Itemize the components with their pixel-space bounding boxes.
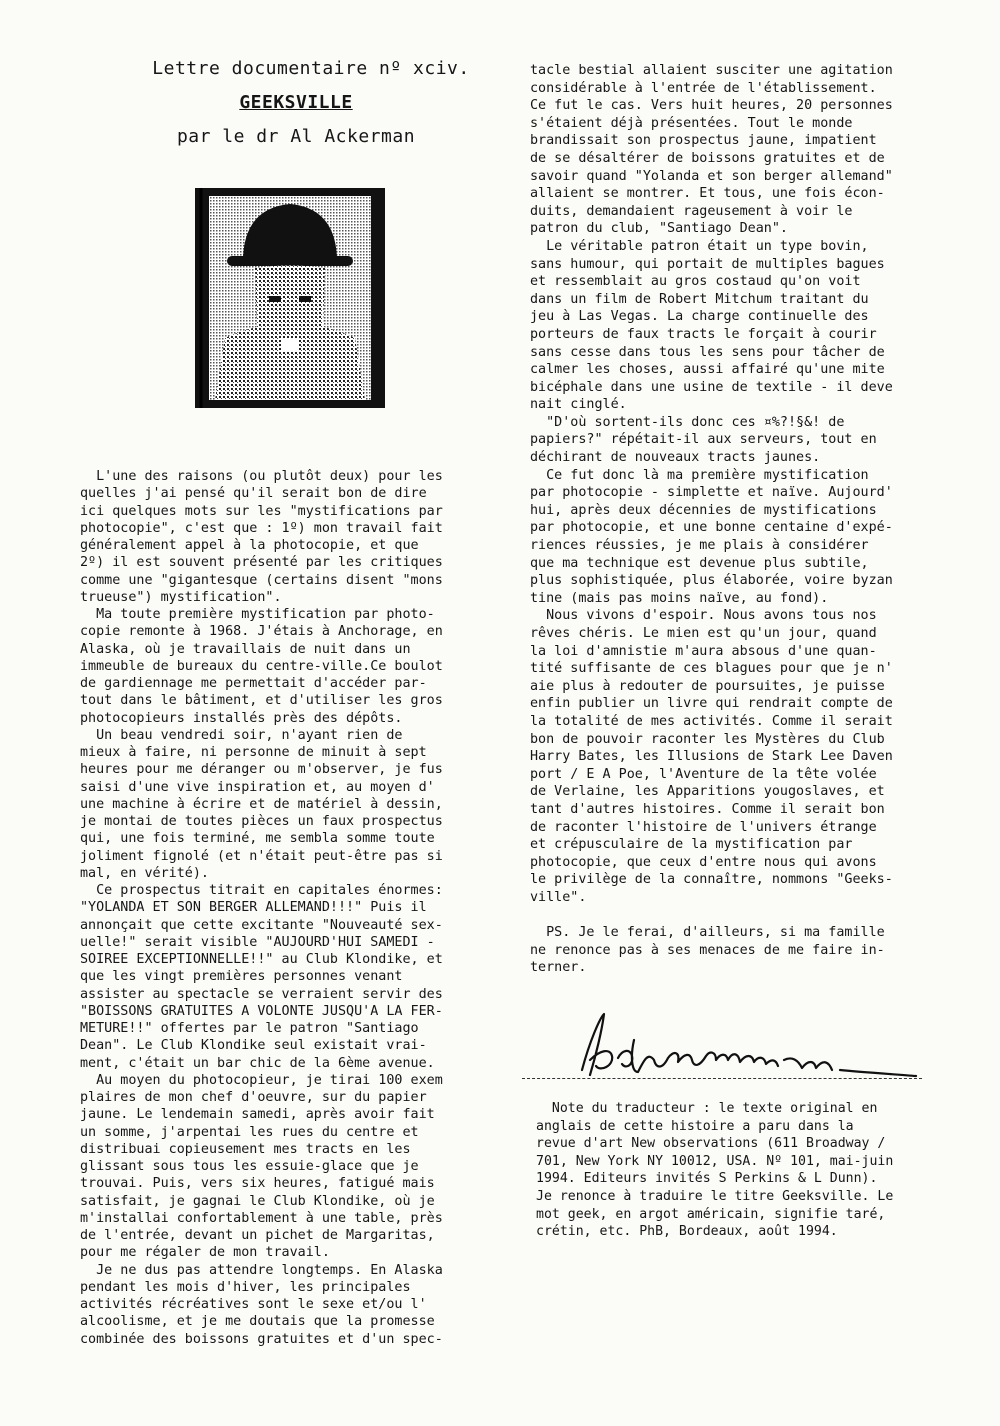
text-line: Alaska, où je travaillais de nuit dans un xyxy=(80,641,411,657)
text-line: photocopieurs installés près des dépôts. xyxy=(80,710,403,726)
text-line: un somme, j'arpentai les rues du centre et xyxy=(80,1124,419,1140)
text-line: savoir quand "Yolanda et son berger allemand" xyxy=(530,168,893,184)
note-line: crétin, etc. PhB, Bordeaux, août 1994. xyxy=(536,1224,838,1240)
text-line: tant d'autres histoires. Comme il serait bon xyxy=(530,801,885,817)
text-line: mieux à faire, ni personne de minuit à sept xyxy=(80,745,427,760)
text-line: par photocopie, et une bonne centaine d'expé- xyxy=(530,520,893,536)
text-line: ici quelques mots sur les "mystifications par xyxy=(80,503,443,519)
text-line: quelles j'ai pensé qu'il serait bon de dire xyxy=(80,486,427,502)
text-line: que ma technique est devenue plus subtile, xyxy=(530,555,869,571)
text-line: généralement appel à la photocopie, et que xyxy=(80,538,419,553)
note-line: 1994. Editeurs invités S Perkins & L Dunn). xyxy=(536,1171,878,1187)
text-line: joliment fignolé (et n'était peut-être pas si xyxy=(80,848,443,864)
text-line: que les vingt premières personnes venant xyxy=(80,969,403,985)
text-line: Ce fut donc là ma première mystification xyxy=(530,467,869,483)
text-line: L'une des raisons (ou plutôt deux) pour les xyxy=(80,469,443,484)
section-divider xyxy=(522,1078,922,1079)
text-line: porteurs de faux tracts le forçait à courir xyxy=(530,326,877,342)
text-line: de Verlaine, les Apparitions yougoslaves, et xyxy=(530,784,885,800)
text-line: plaires de mon chef d'oeuvre, sur du papier xyxy=(80,1090,427,1105)
text-line: METURE!!" offertes par le patron "Santiago xyxy=(80,1021,419,1036)
text-line: combinée des boissons gratuites et d'un spec- xyxy=(80,1331,443,1347)
text-line: photocopie", c'est que : 1º) mon travail fait xyxy=(80,520,443,536)
text-line: immeuble de bureaux du centre-ville.Ce boulot xyxy=(80,658,443,674)
text-line: tine (mais pas moins naïve, au fond). xyxy=(530,590,829,606)
note-line: mot geek, en argot américain, signifie taré, xyxy=(536,1206,886,1222)
text-line: PS. Je le ferai, d'ailleurs, si ma famille xyxy=(530,925,885,941)
text-line xyxy=(530,907,935,925)
text-line: Ce prospectus titrait en capitales énormes: xyxy=(80,883,443,898)
text-line: pour me régaler de mon travail. xyxy=(80,1245,330,1261)
note-line: revue d'art New observations (611 Broadway / xyxy=(536,1136,886,1152)
text-line: assister au spectacle se verraient servir des xyxy=(80,986,443,1002)
text-line: hui, après deux décennies de mystifications xyxy=(530,502,877,518)
text-line: plus sophistiquée, plus élaborée, voire byzan xyxy=(530,573,893,589)
text-line: une machine à écrire et de matériel à dessin, xyxy=(80,796,443,812)
text-line: "D'où sortent-ils donc ces ¤%?!§&! de xyxy=(530,414,845,430)
text-line: ment, c'était un bar chic de la 6ème avenue. xyxy=(80,1055,435,1071)
text-line: trueuse") mystification". xyxy=(80,589,282,605)
text-line: jeu à Las Vegas. La charge continuelle des xyxy=(530,309,869,325)
article-byline: par le dr Al Ackerman xyxy=(176,126,416,147)
text-line: nait cinglé. xyxy=(530,397,627,413)
text-line: papiers?" répétait-il aux serveurs, tout en xyxy=(530,432,877,448)
left-column xyxy=(80,56,512,1348)
text-line: Nous vivons d'espoir. Nous avons tous nos xyxy=(530,608,877,624)
text-line: Dean". Le Club Klondike seul existait vrai- xyxy=(80,1038,427,1054)
text-line: "YOLANDA ET SON BERGER ALLEMAND!!!" Puis il xyxy=(80,900,427,916)
text-line: ville". xyxy=(530,889,587,905)
text-line: la totalité de mes activités. Comme il serait xyxy=(530,713,893,729)
text-line: duits, demandaient rageusement à voir le xyxy=(530,203,853,219)
text-line: dans un film de Robert Mitchum traitant du xyxy=(530,291,869,307)
text-line: SOIREE EXCEPTIONNELLE!!" au Club Klondike, et xyxy=(80,952,443,967)
text-line: jaune. Le lendemain samedi, après avoir fait xyxy=(80,1107,435,1123)
text-line: uelle!" serait visible "AUJOURD'HUI SAMEDI - xyxy=(80,934,435,950)
text-line: ne renonce pas à ses menaces de me faire in- xyxy=(530,942,885,958)
text-line: tout dans le bâtiment, et d'utiliser les gros xyxy=(80,693,443,709)
text-line: calmer les choses, aussi affairé qu'une mite xyxy=(530,362,885,378)
text-line: patron du club, "Santiago Dean". xyxy=(530,221,788,237)
text-line: je montai de toutes pièces un faux prospectus xyxy=(80,814,443,829)
left-body-text xyxy=(80,468,512,1348)
text-line: Ce fut le cas. Vers huit heures, 20 personnes xyxy=(530,98,893,114)
text-line: de gardiennage me permettait d'accéder par- xyxy=(80,676,427,691)
text-line: glissant sous tous les essuie-glace que je xyxy=(80,1159,419,1174)
signature xyxy=(560,1000,920,1090)
text-line: de l'entrée, devant un pichet de Margaritas, xyxy=(80,1228,435,1243)
bowler-hat-portrait-icon xyxy=(195,188,385,408)
article-title: GEEKSVILLE xyxy=(239,92,353,113)
text-line: satisfait, je gagnai le Club Klondike, où je xyxy=(80,1193,435,1209)
text-line: déchirant de nouveaux tracts jaunes. xyxy=(530,450,821,466)
text-line: Harry Bates, les Illusions de Stark Lee Daven xyxy=(530,749,893,765)
text-line: Ma toute première mystification par photo- xyxy=(80,607,435,622)
text-line: trouvai. Puis, vers six heures, fatigué mais xyxy=(80,1176,435,1192)
text-line: le privilège de la connaître, nommons "Geeks- xyxy=(530,872,893,888)
text-line: et crépusculaire de la mystification par xyxy=(530,837,853,853)
translator-note xyxy=(536,1100,936,1241)
text-line: sans cesse dans tous les sens pour tâcher de xyxy=(530,344,885,360)
text-line: qui, une fois terminé, me sembla somme toute xyxy=(80,831,435,847)
text-line: et ressemblait au gros costaud qu'on voit xyxy=(530,274,861,290)
text-line: Au moyen du photocopieur, je tirai 100 exem xyxy=(80,1072,443,1088)
text-line: photocopie, que ceux d'entre nous qui avons xyxy=(530,854,877,870)
note-line: 701, New York NY 10012, USA. Nº 101, mai-juin xyxy=(536,1153,894,1169)
handwritten-signature-icon xyxy=(560,1000,920,1090)
text-line: la loi d'amnistie m'aura absous d'une quan- xyxy=(530,643,877,659)
text-line: s'étaient déjà présentées. Tout le monde xyxy=(530,115,853,131)
text-line: Un beau vendredi soir, n'ayant rien de xyxy=(80,727,403,743)
text-line: riences réussies, je me plais à considérer xyxy=(530,538,869,554)
text-line: brandissait son prospectus jaune, impatient xyxy=(530,133,877,149)
text-line: copie remonte à 1968. J'étais à Anchorage, en xyxy=(80,624,443,640)
note-line: Note du traducteur : le texte original en xyxy=(536,1101,878,1116)
text-line: "BOISSONS GRATUITES A VOLONTE JUSQU'A LA FER- xyxy=(80,1003,443,1019)
text-line: annonçait que cette excitante "Nouveauté sex- xyxy=(80,917,443,933)
text-line: tité suffisante de ces blagues pour que je n' xyxy=(530,661,893,677)
text-line: saisi d'une vive inspiration et, au moyen d' xyxy=(80,779,435,795)
note-line: anglais de cette histoire a paru dans la xyxy=(536,1118,854,1134)
text-line: activités récréatives sont le sexe et/ou l' xyxy=(80,1297,427,1312)
text-line: m'installai confortablement à une table, près xyxy=(80,1210,443,1226)
series-heading: Lettre documentaire nº xciv. xyxy=(152,58,470,79)
text-line: alcoolisme, et je me doutais que la promesse xyxy=(80,1314,435,1330)
text-line: tacle bestial allaient susciter une agitation xyxy=(530,63,893,78)
text-line: Le véritable patron était un type bovin, xyxy=(530,238,869,254)
text-line: distribuai copieusement mes tracts en les xyxy=(80,1141,411,1157)
text-line: bon de pouvoir raconter les Mystères du Club xyxy=(530,731,885,747)
text-line: heures pour me déranger ou m'observer, je fus xyxy=(80,762,443,778)
text-line: terner. xyxy=(530,960,587,976)
text-line: aie plus à redouter de poursuites, je puisse xyxy=(530,678,885,694)
text-line: Je ne dus pas attendre longtemps. En Alaska xyxy=(80,1262,443,1278)
text-line: par photocopie - simplette et naïve. Aujourd' xyxy=(530,485,893,501)
text-line: de se désaltérer de boissons gratuites et de xyxy=(530,150,885,166)
text-line: comme une "gigantesque (certains disent "mons xyxy=(80,572,443,588)
text-line: enfin publier un livre qui rendrait compte de xyxy=(530,696,893,712)
text-line: bicéphale dans une usine de textile - il deve xyxy=(530,379,893,395)
note-line: Je renonce à traduire le titre Geeksville. Le xyxy=(536,1188,894,1204)
text-line: pendant les mois d'hiver, les principales xyxy=(80,1279,411,1295)
text-line: de raconter l'histoire de l'univers étrange xyxy=(530,819,877,835)
text-line: 2º) il est souvent présenté par les critiques xyxy=(80,555,443,571)
text-line: sans humour, qui portait de multiples bagues xyxy=(530,256,885,272)
text-line: mal, en vérité). xyxy=(80,865,209,881)
portrait-image xyxy=(195,188,385,408)
text-line: rêves chéris. Le mien est qu'un jour, quand xyxy=(530,626,877,641)
text-line: considérable à l'entrée de l'établissement. xyxy=(530,80,877,96)
text-line: port / E A Poe, l'Aventure de la tête volée xyxy=(530,766,877,782)
right-column xyxy=(530,62,935,977)
text-line: allaient se montrer. Et tous, une fois écon- xyxy=(530,186,885,202)
